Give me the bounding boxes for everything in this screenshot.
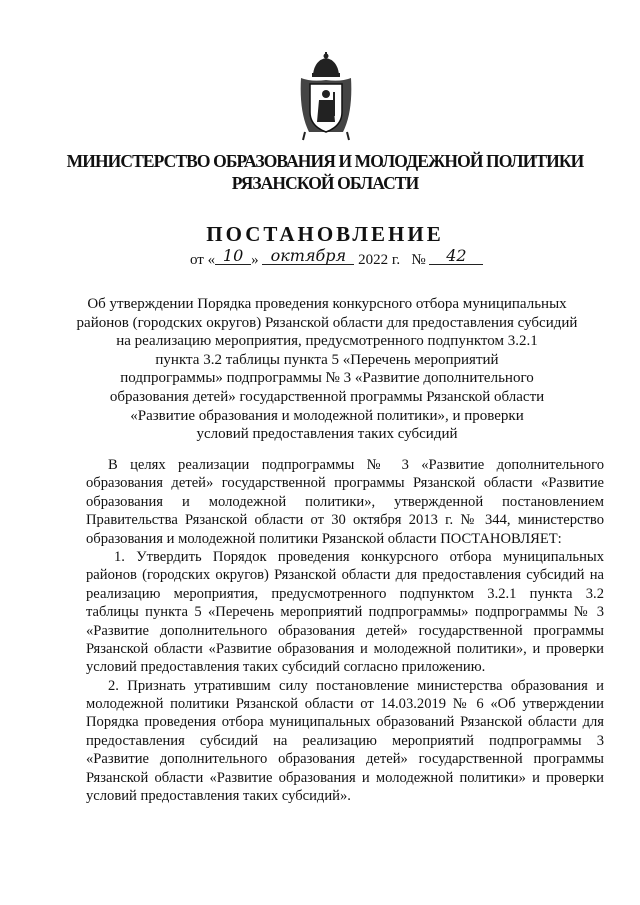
body-line: Рязанской области «Развитие образования и молодежной политики», и проверки <box>86 640 604 657</box>
subject-line: районов (городских округов) Рязанской области для предоставления субсидий <box>76 314 578 331</box>
body-line: образования детей» государственной программы Рязанской области «Развитие <box>86 475 604 492</box>
subject-line: образования детей» государственной программы Рязанской области <box>109 388 545 405</box>
ministry-name-line1: МИНИСТЕРСТВО ОБРАЗОВАНИЯ И МОЛОДЕЖНОЙ ПОЛИТИКИ <box>66 151 584 171</box>
body-line: Рязанской области «Развитие образования и молодежной политики» и проверки <box>86 769 604 786</box>
date-prefix: от « <box>190 252 216 268</box>
subject-line: «Развитие образования и молодежной политики», и проверки <box>130 407 524 424</box>
decree-body <box>86 456 604 805</box>
subject-line: подпрограммы» подпрограммы № 3 «Развитие дополнительного <box>120 370 534 387</box>
body-line: 1. Утвердить Порядок проведения конкурсного отбора муниципальных <box>114 548 604 565</box>
body-line: таблицы пункта 5 «Перечень мероприятий подпрограммы» подпрограммы № 3 <box>86 604 604 621</box>
decree-dateline <box>190 246 490 270</box>
body-line: условий предоставления таких субсидий». <box>86 788 351 805</box>
subject-line: на реализацию мероприятия, предусмотренного подпунктом 3.2.1 <box>116 333 538 350</box>
body-line: 2. Признать утратившим силу постановление министерства образования и <box>108 677 604 694</box>
body-line: реализацию мероприятия, предусмотренного подпунктом 3.2.1 пункта 3.2 <box>86 585 604 602</box>
body-line: «Развитие дополнительного образования детей» государственной программы <box>86 751 604 768</box>
date-day: 10 <box>215 248 251 265</box>
body-line: образования и молодежной политики Рязанской области ПОСТАНОВЛЯЕТ: <box>86 530 562 547</box>
date-month: октября <box>262 248 354 265</box>
body-line: молодежной политики Рязанской области от 14.03.2019 № 6 «Об утверждении <box>86 696 604 713</box>
body-line: В целях реализации подпрограммы № 3 «Развитие дополнительного <box>108 457 604 473</box>
date-day-close: » <box>251 252 259 268</box>
number-label: № <box>411 252 426 268</box>
body-line: условий предоставления таких субсидий согласно приложению. <box>86 659 486 676</box>
date-year: 2022 г. <box>358 252 401 268</box>
body-line: образования и молодежной политики», утвержденной постановлением <box>86 493 604 510</box>
decree-subject <box>72 295 582 444</box>
subject-line: условий предоставления таких субсидий <box>196 426 458 443</box>
body-line: предоставления субсидий на реализацию мероприятий подпрограммы 3 <box>86 732 604 749</box>
decree-title: ПОСТАНОВЛЕНИЕ <box>206 222 444 246</box>
body-line: Правительства Рязанской области от 30 октября 2013 г. № 344, министерство <box>86 512 604 529</box>
body-line: «Развитие дополнительного образования детей» государственной программы <box>86 622 604 639</box>
body-line: Порядка проведения отбора муниципальных образований Рязанской области для <box>86 714 604 731</box>
body-line: районов (городских округов) Рязанской области для предоставления субсидий на <box>86 567 604 584</box>
decree-number: 42 <box>429 248 483 265</box>
subject-line: Об утверждении Порядка проведения конкурсного отбора муниципальных <box>87 296 567 312</box>
ministry-name-line2: РЯЗАНСКОЙ ОБЛАСТИ <box>231 173 419 193</box>
ryazan-coat-of-arms-icon <box>295 52 357 142</box>
subject-line: пункта 3.2 таблицы пункта 5 «Перечень мероприятий <box>155 351 499 368</box>
